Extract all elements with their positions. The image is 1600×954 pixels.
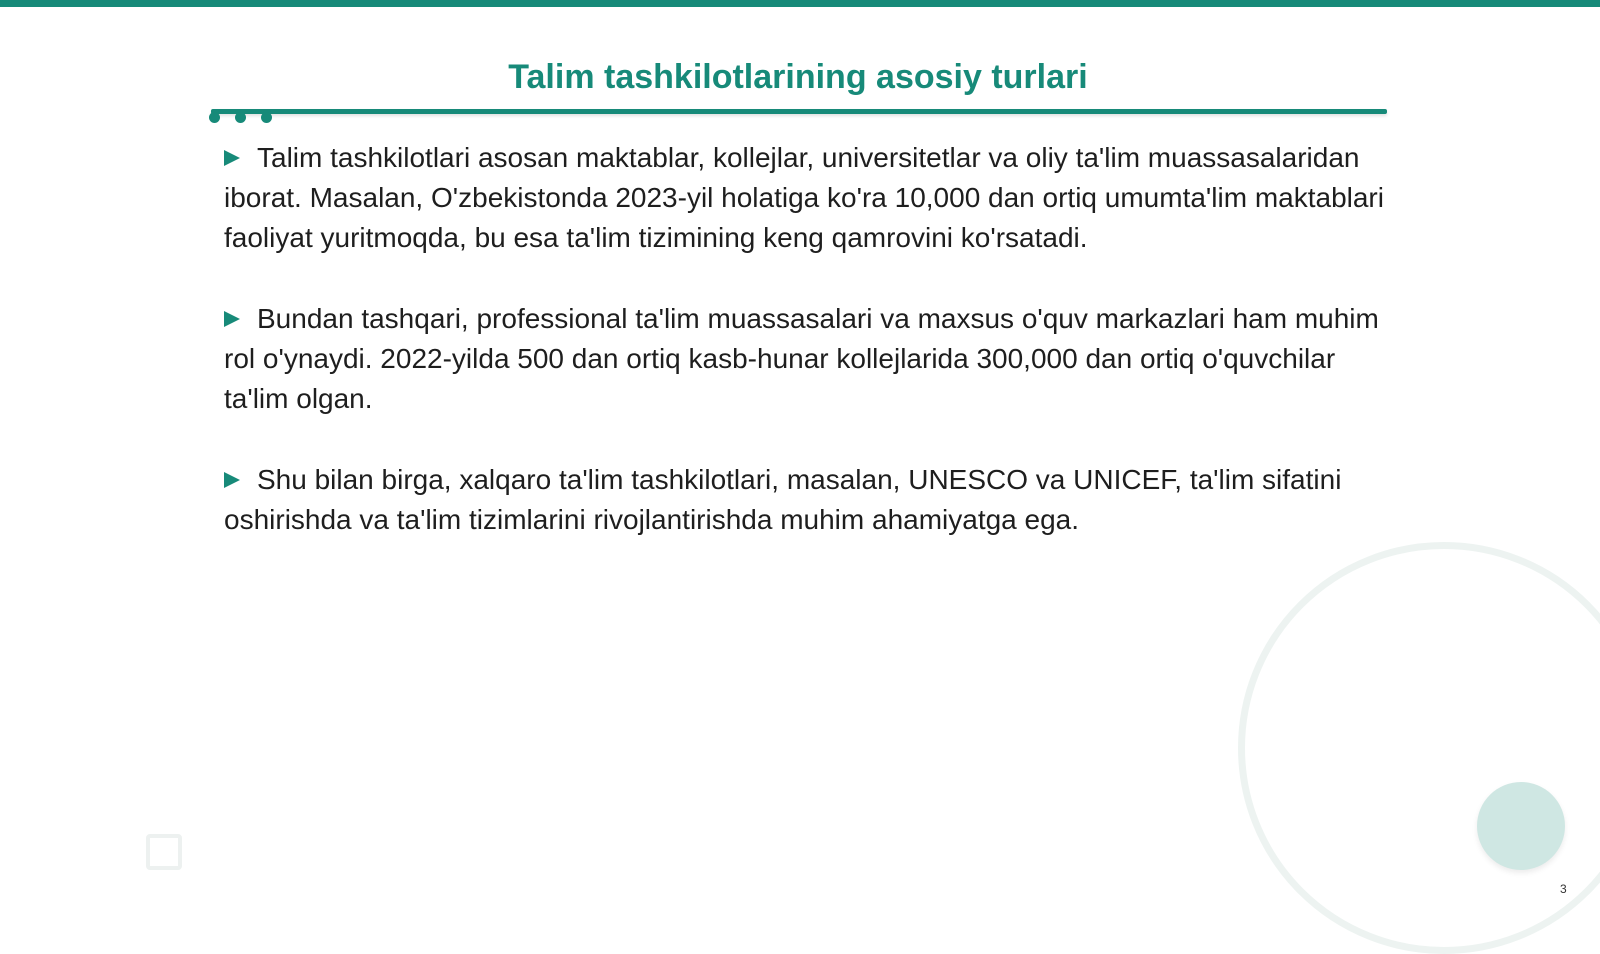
slide-title: Talim tashkilotlarining asosiy turlari [508, 58, 1088, 96]
title-underline [211, 109, 1387, 114]
bullet-item [224, 299, 1384, 419]
decorative-circle [1477, 782, 1565, 870]
triangle-right-icon [224, 472, 240, 488]
bullet-list [224, 138, 1384, 581]
bullet-item [224, 138, 1384, 258]
page-number: 3 [1560, 882, 1567, 896]
triangle-right-icon [224, 150, 240, 166]
triangle-right-icon [224, 311, 240, 327]
bullet-text: Shu bilan birga, xalqaro ta'lim tashkilotlari, masalan, UNESCO va UNICEF, ta'lim sifatini oshirishda va ta'lim tizimlarini rivojlantirishda muhim ahamiyatga ega. [224, 464, 1342, 535]
underline-dot [235, 112, 246, 123]
underline-dot [261, 112, 272, 123]
decorative-square [146, 834, 182, 870]
top-accent-bar [0, 0, 1600, 7]
bullet-text: Talim tashkilotlari asosan maktablar, kollejlar, universitetlar va oliy ta'lim muassasalaridan iborat. Masalan, O'zbekistonda 2023-yil holatiga ko'ra 10,000 dan ortiq umumta'lim maktablari faoliyat yuritmoqda, bu esa ta'lim tizimining keng qamrovini ko'rsatadi. [224, 142, 1384, 253]
underline-dot [209, 112, 220, 123]
bullet-text: Bundan tashqari, professional ta'lim muassasalari va maxsus o'quv markazlari ham muhim rol o'ynaydi. 2022-yilda 500 dan ortiq kasb-hunar kollejlarida 300,000 dan ortiq o'quvchilar ta'lim olgan. [224, 303, 1379, 414]
decorative-ring [1238, 542, 1600, 954]
bullet-item [224, 460, 1384, 540]
